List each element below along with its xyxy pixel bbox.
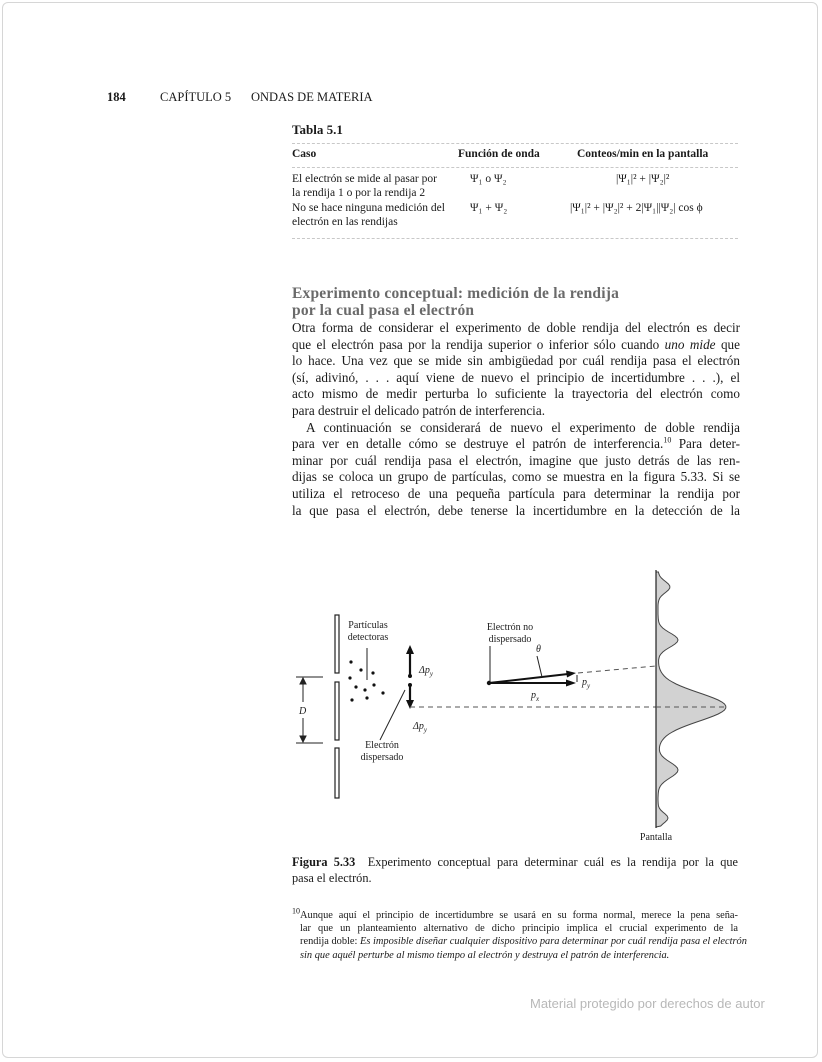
page-number: 184: [107, 90, 126, 104]
table-rule-bottom: [292, 238, 738, 239]
table-cell-counts: |Ψ₁|² + |Ψ₂|² + 2|Ψ₁||Ψ₂| cos ϕ: [570, 202, 703, 214]
text-span: que el electrón pasa por la rendija superior o inferior sólo cuando: [292, 336, 665, 352]
px-label: $p_x$: [531, 690, 540, 703]
paragraph-line: lo hace. Una vez que se mide sin ambigüedad por cuál rendija pasa el electrón: [292, 353, 740, 369]
detectors-label: detectoras: [347, 632, 389, 643]
footnote: [292, 906, 747, 962]
page-frame: [2, 2, 818, 1058]
particle-dot: [408, 674, 412, 678]
section-title-line: por la cual pasa el electrón: [292, 302, 475, 319]
interference-pattern: [656, 572, 726, 827]
table-cell-case: electrón en las rendijas: [292, 216, 398, 228]
paragraph-line: minar por cuál rendija pasa el electrón, imagine que justo detrás de las ren-: [292, 452, 740, 468]
electron-dot: [487, 681, 491, 685]
paragraph-line: [292, 436, 740, 453]
paragraph-line: la que pasa el electrón, debe tenerse la incertidumbre en la detección de la: [292, 502, 740, 518]
footnote-line: sin que aquél perturbe al mismo tiempo al electrón y destruya el patrón de interferencia.: [300, 949, 670, 961]
caption-line: [292, 854, 738, 870]
footnote-line: lar que un planteamiento alternativo de dicho principio implica el crucial experimento de la: [300, 923, 738, 935]
text-span: rendija doble:: [300, 936, 361, 948]
paragraph-line: Otra forma de considerar el experimento de doble rendija del electrón es decir: [292, 320, 740, 335]
watermark: Material protegido por derechos de autor: [530, 996, 765, 1011]
detector-particle: [359, 668, 362, 671]
deflected-dashed-line: [578, 666, 656, 673]
text-span: Experimento conceptual para determinar cuál es la rendija por la que: [367, 855, 738, 869]
scattered-label: Electrón: [365, 740, 399, 751]
figure-caption: [292, 854, 738, 886]
paragraph-line: dijas se coloca un grupo de partículas, como se muestra en la figura 5.33. Si se: [292, 469, 740, 485]
table-cell-case: No se hace ninguna medición del: [292, 202, 445, 214]
delta-py-label-top: $\Delta p_y$: [419, 665, 433, 678]
momentum-vectors: [489, 674, 568, 683]
table-cell-wave: Ψ₁ + Ψ₂: [470, 202, 508, 214]
double-slit-figure: [280, 560, 760, 850]
slit-distance-label: D: [299, 706, 307, 717]
paragraph-line: [292, 337, 740, 354]
emphasis-text: uno mide: [664, 336, 716, 352]
slit-barrier: [335, 615, 339, 798]
emphasis-text: Es imposible diseñar cualquier dispositivo para determinar por cuál rendija pasa el electrón: [360, 936, 747, 948]
scattered-label: dispersado: [360, 752, 404, 763]
footnote-ref[interactable]: 10: [663, 435, 672, 445]
table-title: Tabla 5.1: [292, 122, 343, 137]
table-cell-wave: Ψ₁ o Ψ₂: [470, 173, 507, 185]
detector-particle: [354, 685, 357, 688]
chapter-title: ONDAS DE MATERIA: [251, 90, 373, 104]
paragraph-line: acto mismo de medir perturba lo suficiente la trayectoria del electrón como: [292, 386, 740, 402]
table-header-counts: Conteos/min en la pantalla: [577, 148, 709, 160]
arrowheads: [566, 671, 576, 687]
unscattered-label: dispersado: [488, 634, 532, 645]
footnote-line: [292, 935, 747, 948]
body-text: [292, 320, 740, 519]
section-title-line: Experimento conceptual: medición de la rendija: [292, 285, 620, 302]
paragraph-line: para destruir el delicado patrón de interferencia.: [292, 402, 545, 418]
footnote-line: [292, 906, 738, 922]
table-rule-header: [292, 167, 738, 168]
text-span: que: [715, 336, 740, 352]
detector-particle: [365, 696, 368, 699]
scattered-pointer: [380, 690, 405, 740]
theta-label: θ: [536, 644, 541, 655]
footnote-mark: 10: [292, 906, 300, 916]
detector-particle: [363, 688, 366, 691]
table-cell-case: El electrón se mide al pasar por: [292, 173, 437, 185]
caption-line: pasa el electrón.: [292, 871, 372, 885]
text-span: para ver en detalle cómo se destruye el patrón de interferencia.: [292, 436, 664, 452]
text-span: Para deter-: [671, 436, 740, 452]
detectors-label: Partículas: [348, 620, 388, 631]
detector-particle: [348, 676, 351, 679]
detector-particle: [350, 698, 353, 701]
screen-label: Pantalla: [639, 832, 673, 843]
paragraph-line: A continuación se considerará de nuevo el experimento de doble rendija: [306, 419, 740, 435]
table-header-case: Caso: [292, 148, 317, 160]
table-cell-case: la rendija 1 o por la rendija 2: [292, 187, 426, 199]
unscattered-label: Electrón no: [486, 622, 534, 633]
text-span: Aunque aquí el principio de incertidumbre se usará en su forma normal, merece la pena seña-: [300, 910, 738, 921]
paragraph-line: (sí, adivinó, . . . aquí viene de nuevo el principio de incertidumbre . . .), el: [292, 369, 740, 385]
detector-particle: [381, 691, 384, 694]
table-rule-top: [292, 143, 738, 144]
caption-label: Figura 5.33: [292, 855, 356, 869]
py-label: $p_y$: [582, 677, 591, 690]
theta-pointer: [537, 656, 542, 677]
chapter-label: CAPÍTULO 5: [160, 90, 232, 104]
detector-particle: [349, 660, 352, 663]
table-header-wave: Función de onda: [458, 148, 540, 160]
paragraph-line: utiliza el retroceso de una pequeña partícula para determinar la rendija por: [292, 485, 740, 501]
detector-particle: [371, 671, 374, 674]
table-cell-counts: |Ψ₁|² + |Ψ₂|²: [616, 173, 670, 185]
delta-py-label-bottom: $\Delta p_y$: [413, 721, 427, 734]
detector-particle: [372, 683, 375, 686]
particle-dot: [408, 683, 412, 687]
